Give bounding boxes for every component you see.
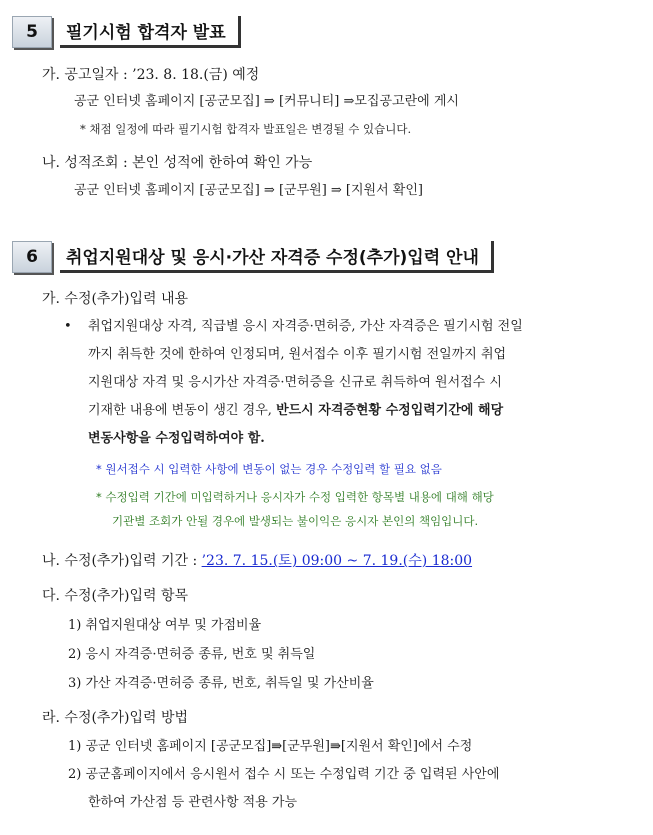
green-note: * 수정입력 기간에 미입력하거나 응시자가 수정 입력한 항목별 내용에 대해 해당: [96, 490, 494, 504]
section-title: 필기시험 합격자 발표: [60, 16, 241, 48]
green-note: 기관별 조회가 안될 경우에 발생되는 불이익은 응시자 본인의 책임입니다.: [112, 514, 479, 528]
announcement-location: 공군 인터넷 홈페이지 [공군모집] ⇒ [커뮤니티] ⇒모집공고란에 게시: [74, 94, 459, 109]
section-5-header: [12, 16, 241, 48]
section-number: 6: [12, 241, 52, 273]
input-period-label: 나. 수정(추가)입력 기간 :: [42, 553, 202, 569]
list-item: 1) 취업지원대상 여부 및 가점비율: [68, 618, 262, 633]
paragraph-line: [88, 430, 265, 448]
list-item: 3) 가산 자격증·면허증 종류, 번호, 취득일 및 가산비율: [68, 676, 374, 691]
emphasis-text: 변동사항을 수정입력하여야 함.: [88, 431, 265, 446]
section-6-header: [12, 241, 494, 273]
paragraph-line: [88, 402, 503, 420]
bullet-icon: •: [64, 319, 72, 334]
paragraph-line: 까지 취득한 것에 한하여 인정되며, 원서접수 이후 필기시험 전일까지 취업: [88, 347, 507, 362]
list-item: 2) 공군홈페이지에서 응시원서 접수 시 또는 수정입력 기간 중 입력된 사안에: [68, 767, 500, 782]
input-period-date: ’23. 7. 15.(토) 09:00 ~ 7. 19.(수) 18:00: [201, 553, 473, 569]
input-method-heading: 라. 수정(추가)입력 방법: [42, 710, 188, 726]
list-item: 2) 응시 자격증·면허증 종류, 번호 및 취득일: [68, 647, 316, 662]
section-title: 취업지원대상 및 응시·가산 자격증 수정(추가)입력 안내: [60, 241, 494, 273]
section-number: 5: [12, 16, 52, 48]
blue-note: * 원서접수 시 입력한 사항에 변동이 없는 경우 수정입력 할 필요 없음: [96, 462, 442, 476]
score-inquiry: 나. 성적조회 : 본인 성적에 한하여 확인 가능: [42, 155, 313, 171]
paragraph-line: 취업지원대상 자격, 직급별 응시 자격증·면허증, 가산 자격증은 필기시험 전일: [88, 319, 523, 334]
input-items-heading: 다. 수정(추가)입력 항목: [42, 588, 188, 604]
paragraph-text: 기재한 내용에 변동이 생긴 경우,: [88, 403, 277, 418]
list-item: 한하여 가산점 등 관련사항 적용 가능: [88, 795, 298, 810]
schedule-note: * 채점 일정에 따라 필기시험 합격자 발표일은 변경될 수 있습니다.: [80, 122, 412, 136]
announcement-date: 가. 공고일자 : ’23. 8. 18.(금) 예정: [42, 67, 260, 83]
input-content-heading: 가. 수정(추가)입력 내용: [42, 291, 188, 307]
emphasis-text: 반드시 자격증현황 수정입력기간에 해당: [276, 403, 504, 418]
score-inquiry-path: 공군 인터넷 홈페이지 [공군모집] ⇒ [군무원] ⇒ [지원서 확인]: [74, 183, 423, 198]
paragraph-line: 지원대상 자격 및 응시가산 자격증·면허증을 신규로 취득하여 원서접수 시: [88, 375, 502, 390]
input-period: [42, 552, 472, 570]
list-item: 1) 공군 인터넷 홈페이지 [공군모집]⇛[군무원]⇛[지원서 확인]에서 수정: [68, 739, 473, 754]
